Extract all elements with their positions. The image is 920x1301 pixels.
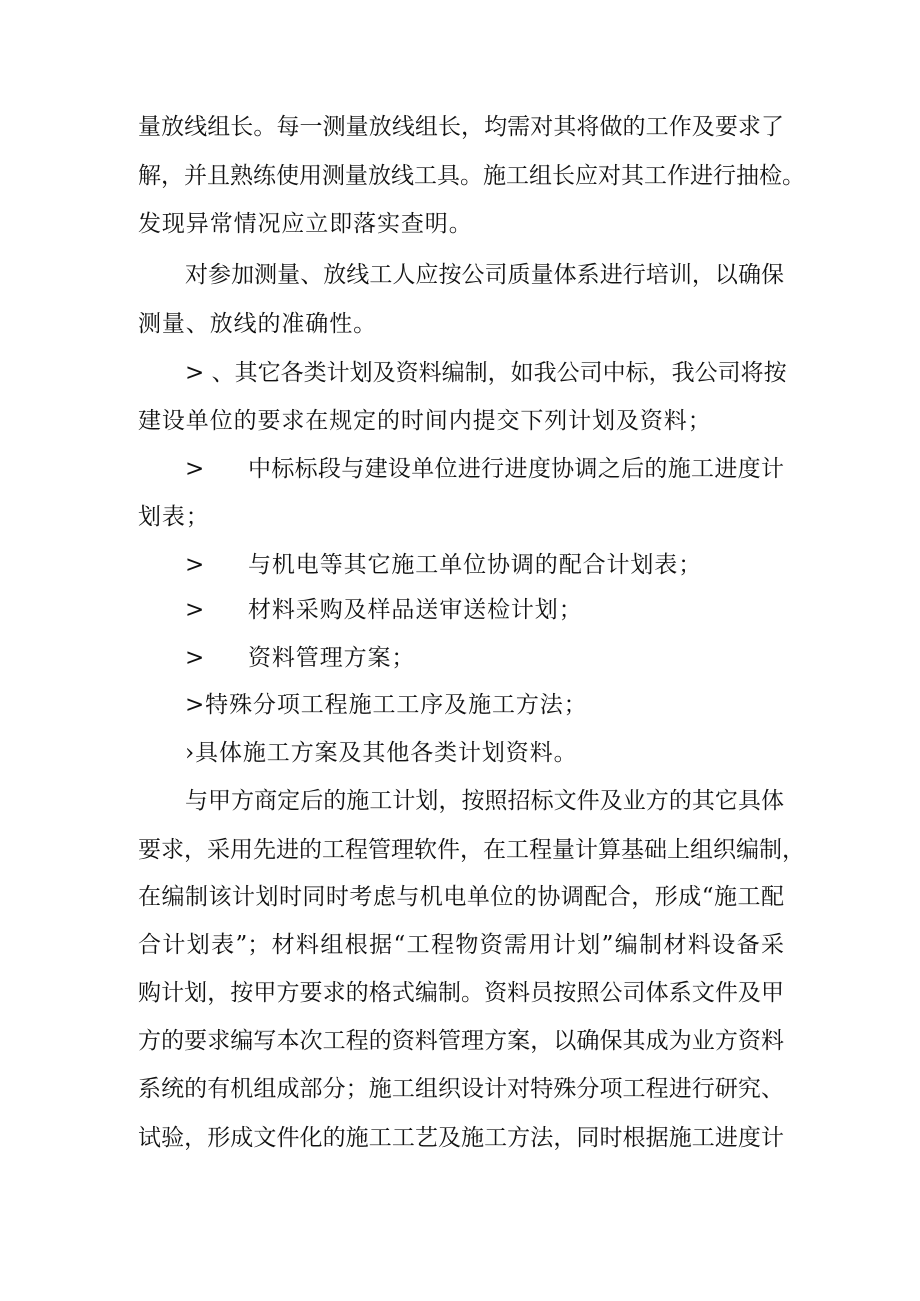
list-item: 与机电等其它施工单位协调的配合计划表； bbox=[248, 552, 703, 578]
bullet-marker: > bbox=[185, 692, 206, 718]
list-item-continuation: 划表； bbox=[138, 504, 210, 530]
text-line: 系统的有机组成部分；施工组织设计对特殊分项工程进行研究、 bbox=[138, 1076, 784, 1102]
bullet-marker: > bbox=[185, 597, 205, 623]
text-line: 发现异常情况应立即落实查明。 bbox=[138, 211, 473, 237]
bullet-marker: > bbox=[185, 360, 205, 386]
list-item: 资料管理方案； bbox=[248, 645, 416, 671]
text-line: 合计划表”；材料组根据“工程物资需用计划”编制材料设备采 bbox=[138, 932, 784, 958]
text-line: 与甲方商定后的施工计划，按照招标文件及业方的其它具体 bbox=[185, 788, 784, 814]
list-item-text: 特殊分项工程施工工序及施工方法； bbox=[205, 692, 588, 718]
text-line: 试验，形成文件化的施工工艺及施工方法，同时根据施工进度计 bbox=[138, 1125, 784, 1151]
text-line: 对参加测量、放线工人应按公司质量体系进行培训，以确保 bbox=[185, 262, 784, 288]
list-item: 材料采购及样品送审送检计划； bbox=[248, 597, 583, 623]
text-line: 量放线组长。每一测量放线组长，均需对其将做的工作及要求了 bbox=[138, 114, 784, 140]
text-line: 在编制该计划时同时考虑与机电单位的协调配合，形成“施工配 bbox=[138, 884, 784, 910]
text-line: 测量、放线的准确性。 bbox=[138, 311, 377, 337]
text-line: 建设单位的要求在规定的时间内提交下列计划及资料； bbox=[138, 408, 712, 434]
bullet-marker: > bbox=[185, 456, 205, 482]
list-item bbox=[185, 739, 578, 767]
list-item-text: 具体施工方案及其他各类计划资料。 bbox=[195, 740, 578, 766]
text-line: 方的要求编写本次工程的资料管理方案，以确保其成为业方资料 bbox=[138, 1028, 784, 1054]
bullet-marker: › bbox=[185, 740, 196, 766]
text-line: 解，并且熟练使用测量放线工具。施工组长应对其工作进行抽检。 bbox=[138, 163, 805, 189]
text-line: 购计划，按甲方要求的格式编制。资料员按照公司体系文件及甲 bbox=[138, 980, 784, 1006]
text-line: 要求，采用先进的工程管理软件，在工程量计算基础上组织编制， bbox=[138, 837, 805, 863]
list-item: 中标标段与建设单位进行进度协调之后的施工进度计 bbox=[248, 456, 784, 482]
bullet-marker: > bbox=[185, 552, 205, 578]
text-line bbox=[185, 359, 787, 387]
list-item bbox=[185, 691, 588, 719]
bullet-marker: > bbox=[185, 645, 205, 671]
text-line-content: 、其它各类计划及资料编制，如我公司中标，我公司将按 bbox=[211, 360, 787, 386]
